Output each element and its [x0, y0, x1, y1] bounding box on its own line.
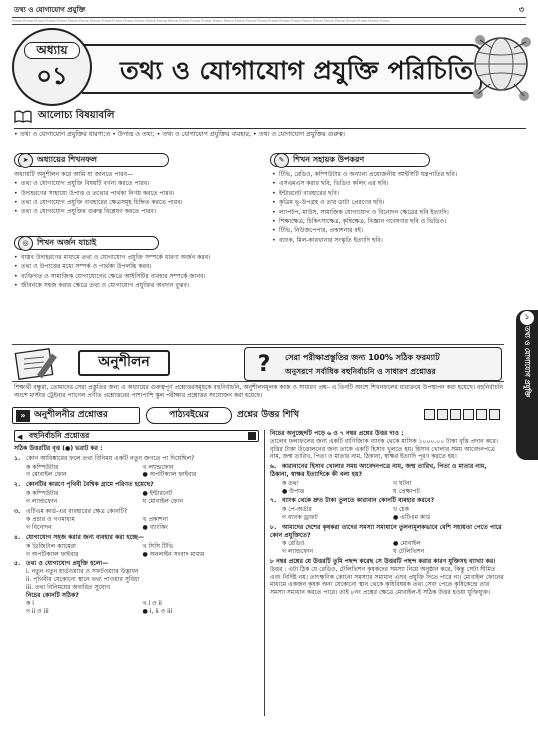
materials-icon: ✎	[274, 153, 289, 168]
grid-icon	[476, 409, 487, 420]
explain-prompt: ৮ নম্বর প্রশ্নের যে উত্তরটি তুমি পছন্দ করেছ সে উত্তরটি পছন্দ করার কারণ যুক্তিসহ ব্যাখ্যা কর।	[270, 557, 496, 565]
chapter-number: ০১	[36, 62, 68, 91]
mcq-option: ঘ মোবাইল ফোন	[142, 497, 183, 505]
mcq-instruction: সঠিক উত্তরটির বৃত্ত (●) ভরাট কর :	[14, 445, 103, 452]
materials-heading	[270, 153, 430, 167]
material-item: • এসএমএস করার ছবি, ভিডিও কলিং এর ছবি।	[272, 180, 504, 188]
mcq-option: গ ব্যাংক ড্রাফট	[282, 513, 318, 521]
chapter-title-box	[82, 44, 482, 94]
double-arrow-icon: »	[16, 410, 30, 422]
explain-answer: উত্তর : এটা ঠিক যে রেডিও, টেলিভিশন কৃষকদের সমস্যা নিয়ে অনুষ্ঠান করে, কিন্তু সেটা সীমিত এবং নির্দিষ্ট নয়। তাৎক্ষণিক কোনো সমস্যার সমাধান এসব প্রযুক্তি দিতে পারে না। মোবাইল ফোনের মাধ্যমে একজন কৃষক অন্য যেকোনো স্থান থেকে কৃষিবিষয়ক তথ্য সেবা পেতে কৃষিকেন্দ্রে তার সমস্যা সমাধান করতে পারে। তাই ৮নং প্রশ্নের ক্ষেত্রে মোবাইল-ই সঠিক উত্তর হওয়া যুক্তিযুক্ত।	[270, 565, 504, 597]
mcq-question: ৭. ব্যাংক থেকে দ্রুত টাকা তুলতে কারাবান কোনটি ব্যবহার করবে? ক পে-অর্ডার খ চেক গ ব্যাংক ড্রাফট ● এটিএম কার্ড	[270, 497, 504, 521]
mcq-option: ● অপটিক্যাল ফাইবার	[142, 471, 197, 479]
practice-promo-line2: অনুসরণে সর্বাধিক বহুনির্বাচনি ও সাধারণ প্রশ্নোত্তর	[285, 367, 436, 376]
practice-intro-paragraph: শিক্ষার্থী বন্ধুরা, তোমাদের সেরা প্রস্তুতির জন্য এ অধ্যায়ের গুরুত্বপূর্ণ প্রশ্নোত্তরসমূহকে বহুনির্বাচনি, অনুশীলনমূলক কাজ ও সাধারণ প্রশ্ন– এ তিনটি অংশে শিখনফলের ধারাক্রমে উপস্থাপন করা হয়েছে। বহুনির্বাচনি অংশে মাস্টার ট্রেইনার প্যানেল প্রণীত প্রশ্নোত্তরের পাশাপাশি স্কুল পরীক্ষার প্রশ্নোত্তর সংযোজন করা হয়েছে।	[14, 384, 503, 399]
materials-heading-text: শিখন সহায়ক উপকরণ	[293, 154, 365, 164]
mcq-options	[270, 480, 504, 496]
monitor-icon	[450, 409, 461, 420]
mcq-question: ১. কোন আবিষ্কারের ফলে তথ্য বিনিময় একটি নতুন জগতে পা দিয়েছিল? ক কম্পিউটার খ ল্যান্ডফোন গ মোবাইল ফোন ● অপটিক্যাল ফাইবার	[14, 455, 259, 479]
mcq-option: খ ল্যান্ডফোন	[142, 463, 174, 471]
mcq-options	[14, 543, 259, 559]
mcq-options	[14, 464, 259, 480]
learning-outcome-item: • উদাহরণের সাহায্যে উপাত্ত ও তথ্যের পার্থক্য নির্ণয় করতে পারব।	[14, 190, 264, 198]
mcq-statement: iii. তথ্য বিনিময়ের অবারিত সুযোগ	[26, 583, 111, 591]
learning-outcomes-intro: অধ্যায়টি অনুশীলন করে আমি যা জানতে পারব—	[14, 171, 134, 178]
header-rule: Prime Prime Prime Prime Prime Prime Prime Prime Prime Prime Prime Prime Prime Prime Prime Prime Prime Prime Prime Prime Prime Prime Prime Prime Prime Prime Prime Prime Prime Prime Prime Prime Prime Prime	[12, 17, 526, 25]
mcq-option: গ ল্যান্ডফোন	[26, 497, 58, 505]
practice-promo	[244, 347, 502, 381]
material-item: • ল্যাপটপ, মাউস, সামাজিক যোগাযোগ ও বিনোদন ক্ষেত্রের ছবি ইত্যাদি।	[272, 209, 504, 217]
phone-icon	[463, 409, 474, 420]
mcq-option: খ সিসি টিভি	[142, 542, 174, 550]
mcq-option: গ মোবাইল ফোন	[26, 471, 67, 479]
material-item: • কৃত্রিম ভূ-উপগ্রহ ও তার ডাটা প্রেরণের ছবি।	[272, 199, 504, 207]
answer-section-bar	[12, 406, 504, 425]
learning-outcome-item: • তথ্য ও যোগাযোগ প্রযুক্তির গুরুত্ব বিশ্লেষণ করতে পারব।	[14, 208, 264, 216]
assessment-item: • জীবনকে সহজ করার ক্ষেত্রে তথ্য ও যোগাযোগ প্রযুক্তির অবদান বুঝব।	[14, 282, 264, 290]
materials-section	[272, 171, 504, 246]
mcq-option: ক রেডিও	[282, 540, 305, 548]
material-item: • ব্যাংক, মিল-কারখানার সংস্কৃতি ইত্যাদি ছবি।	[272, 237, 504, 245]
chapter-title: তথ্য ও যোগাযোগ প্রযুক্তি পরিচিতি	[120, 56, 474, 85]
material-item: • টিভি, রেডিও, কম্পিউটার ও অন্যান্য প্রয়োজনীয় আইসিটি যন্ত্রপাতির ছবি।	[272, 171, 504, 179]
chapter-banner	[12, 28, 482, 106]
mcq-question: ৪. যোগাযোগ সহজ করার জন্য ব্যবহার করা হচ্ছে— ক ডিজিটাল ক্যামেরা খ সিসি টিভি গ অপটিক্যাল ফাইবার ● অনলাইন সংবাদ মাধ্যম	[14, 534, 259, 558]
mcq-statement: ii. পৃথিবীর যেকোনো স্থানে তথ্য পাওয়ার সুবিধা	[26, 575, 140, 583]
chapter-side-tab	[516, 310, 538, 460]
learning-outcome-item: • তথ্য ও যোগাযোগ প্রযুক্তি বিষয়টি বর্ণনা করতে পারব।	[14, 180, 264, 188]
mcq-option: ● ব্যাংকিং	[142, 524, 168, 532]
mcq-heading: ◀ বহুনির্বাচনি প্রশ্নোত্তর	[14, 430, 259, 442]
mcq-option: খ i ও ii	[142, 600, 162, 608]
stem-paragraph: তালেব ফলাফলের জন্য একটি বাণিজ্যিক ব্যাংক থেকে মাসিক ১০০০.০০ টাকা বৃত্তি প্রদান করে। বৃত্তির টাকা উত্তোলনের জন্য তাকে একটি হিসাব খুলতে হয়। হিসাব খোলার সময় আবেদনপত্রে নাম, জন্ম তারিখ, পিতা ও মাতার নাম, ঠিকানা, স্বাক্ষর ইত্যাদি পূরণ করতে হয়।	[270, 437, 498, 461]
mcq-option: খ চেক	[393, 506, 409, 514]
mcq-question: ৬. কারাবানের হিসাব খোলার সময় আবেদনপত্রে নাম, জন্ম তারিখ, পিতা ও মাতার নাম, ঠিকানা, স্বাক্ষর ইত্যাদিকে কী বলা হয়? ক তথ্য খ ঘটনা ● উপাত্ত ঘ প্রেক্ষাপট	[270, 463, 504, 495]
triangle-icon: ◀	[17, 433, 23, 441]
mcq-right-column	[270, 430, 504, 597]
mcq-option: ক কম্পিউটার	[26, 463, 59, 471]
mcq-option: ● i, ii ও iii	[142, 608, 173, 616]
learning-outcome-item: • তথ্য ও যোগাযোগ প্রযুক্তি ব্যবহারের ক্ষেত্রসমূহ চিহ্নিত করতে পারব।	[14, 199, 264, 207]
material-item: • টিভি, নিউজপেপার, প্রকাশনার বই।	[272, 227, 504, 235]
mcq-option: ● মোবাইল	[393, 540, 421, 548]
practice-band	[12, 344, 504, 382]
topics-divider	[14, 128, 526, 129]
textbook-label: পাঠ্যবইয়ের	[146, 407, 232, 424]
running-head: তথ্য ও যোগাযোগ প্রযুক্তি	[14, 6, 86, 14]
mcq-options	[14, 516, 259, 532]
mcq-option: ● ইন্টারনেট	[142, 489, 173, 497]
mcq-option: ঘ টেলিভিশন	[393, 548, 425, 556]
mcq-left-column	[14, 445, 259, 616]
learning-outcomes-heading-text: অধ্যায়ের শিখনফল	[37, 154, 98, 164]
mcq-option: ক তথ্য	[282, 479, 299, 487]
book-icon	[424, 409, 435, 420]
target-icon: ◎	[18, 236, 33, 251]
assessment-heading-text: শিখন অর্জন যাচাই	[37, 237, 97, 247]
mcq-option: ঘ প্রেক্ষাপট	[393, 487, 420, 495]
chapter-label: অধ্যায়	[24, 42, 80, 59]
mcq-options	[14, 600, 259, 616]
chapter-badge	[12, 28, 92, 106]
mcq-option: গ অপটিক্যাল ফাইবার	[26, 550, 79, 558]
mcq-option: ক ডিজিটাল ক্যামেরা	[26, 542, 76, 550]
mcq-option: গ ii ও iii	[26, 608, 49, 616]
disc-icon	[437, 409, 448, 420]
mcq-option: ক i	[26, 600, 34, 608]
mcq-option: ক প্রচার ও গণমাধ্যম	[26, 516, 75, 524]
exercise-answer-label: » অনুশীলনীর প্রশ্নোত্তর	[12, 407, 140, 424]
practice-promo-line1: সেরা পরীক্ষাপ্রস্তুতির জন্য 100% সঠিক ফরম্যাট	[285, 353, 440, 362]
assessment-heading	[14, 236, 159, 250]
assessment-item: • বাস্তব উদাহরণের মাধ্যমে তথ্য ও যোগাযোগ প্রযুক্তি সম্পর্কে ধারণা অর্জন করব।	[14, 254, 264, 262]
mcq-question: ২. কোনটির কারণে পৃথিবী বৈশ্বিক গ্রামে পরিণত হয়েছে? ক কম্পিউটার ● ইন্টারনেট গ ল্যান্ডফোন ঘ মোবাইল ফোন	[14, 481, 259, 505]
question-mark-icon: ?	[257, 352, 271, 377]
open-book-icon	[14, 110, 32, 123]
document-icon	[489, 409, 500, 420]
material-item: • শিক্ষাক্ষেত্র, চিকিৎসাক্ষেত্র, কৃষিক্ষেত্র, বিজ্ঞান গবেষণার ছবি ও ভিডিও।	[272, 218, 504, 226]
mcq-option: ● অনলাইন সংবাদ মাধ্যম	[142, 550, 205, 558]
stem-intro: নিচের অনুচ্ছেদটি পড়ে ৬ ও ৭ নম্বর প্রশ্নের উত্তর দাও :	[270, 430, 404, 437]
checkbox-icon	[248, 432, 256, 440]
topics-heading	[14, 110, 114, 123]
assessment-section	[14, 254, 264, 292]
mcq-option: খ ঘটনা	[393, 479, 412, 487]
answer-bar-icons	[424, 409, 500, 420]
mcq-options	[14, 490, 259, 506]
learning-outcomes-section	[14, 171, 264, 218]
mcq-option: গ বিনোদন	[26, 524, 52, 532]
mcq-option: ● এটিএম কার্ড	[393, 513, 431, 521]
side-tab-number: ১	[519, 310, 535, 326]
mcq-options	[270, 506, 504, 522]
column-divider	[264, 430, 265, 716]
side-tab-label: তথ্য ও যোগাযোগ প্রযুক্তি	[522, 326, 531, 398]
mcq-question: ৫. তথ্য ও যোগাযোগ প্রযুক্তি হলো— i. নতুন নতুন হার্ডওয়্যার ও সফটওয়্যার উদ্ভাবন ii. পৃথিবীর যেকোনো স্থানে তথ্য পাওয়ার সুবিধা iii. তথ্য বিনিময়ের অবারিত সুযোগ নিচের কোনটি সঠিক? ক i খ i ও ii গ ii ও iii ● i, ii ও iii	[14, 560, 259, 616]
play-arrow-icon: ➤	[18, 153, 33, 168]
mcq-option: খ প্রকাশনা	[142, 516, 169, 524]
pencil-paper-icon	[14, 347, 70, 381]
mcq-options	[270, 540, 504, 556]
learn-answers-label: প্রশ্নের উত্তর শিখি	[237, 410, 299, 420]
material-item: • ইন্টারনেট ব্যবহারের ছবি।	[272, 190, 504, 198]
mcq-option: ক পে-অর্ডার	[282, 506, 312, 514]
mcq-question: ৩. এটিএম কার্ড-এর ব্যবহারের ক্ষেত্র কোনটি? ক প্রচার ও গণমাধ্যম খ প্রকাশনা গ বিনোদন ● ব্যাংকিং	[14, 508, 259, 532]
mcq-option: ● উপাত্ত	[282, 487, 305, 495]
page-number: ৩	[518, 5, 524, 14]
topics-heading-text: আলোচ্য বিষয়াবলি	[38, 110, 115, 122]
mcq-option: ক কম্পিউটার	[26, 489, 59, 497]
topics-list: • তথ্য ও যোগাযোগ প্রযুক্তির ধারণা;ত • উপাত্ত ও তথ্য; • তথ্য ও যোগাযোগ প্রযুক্তির ব্যবহার; • তথ্য ও যোগাযোগ প্রযুক্তির গুরুত্ব।	[14, 131, 345, 138]
mcq-question: ৮. আমাদের দেশের কৃষকরা তাদের সমস্যা সমাধানে তুলনামূলকভাবে বেশি সহায়তা পেতে পারে কোন প্রযুক্তিতে? ক রেডিও ● মোবাইল গ ল্যান্ডফোন ঘ টেলিভিশন	[270, 524, 504, 556]
globe-network-icon	[468, 28, 534, 108]
practice-title: অনুশীলন	[78, 350, 170, 376]
learning-outcomes-heading	[14, 153, 169, 167]
assessment-item: • ব্যক্তিগত ও সামাজিক যোগাযোগের ক্ষেত্রে আইসিটির ব্যবহার সম্পর্কে জানব।	[14, 273, 264, 281]
mcq-statement: i. নতুন নতুন হার্ডওয়্যার ও সফটওয়্যার উদ্ভাবন	[26, 568, 139, 576]
mcq-ask: নিচের কোনটি সঠিক?	[26, 591, 79, 599]
mcq-option: গ ল্যান্ডফোন	[282, 548, 314, 556]
assessment-item: • তথ্য ও উপাত্তের মধ্যে সম্পর্ক ও পার্থক্য উপলব্ধি করব।	[14, 263, 264, 271]
